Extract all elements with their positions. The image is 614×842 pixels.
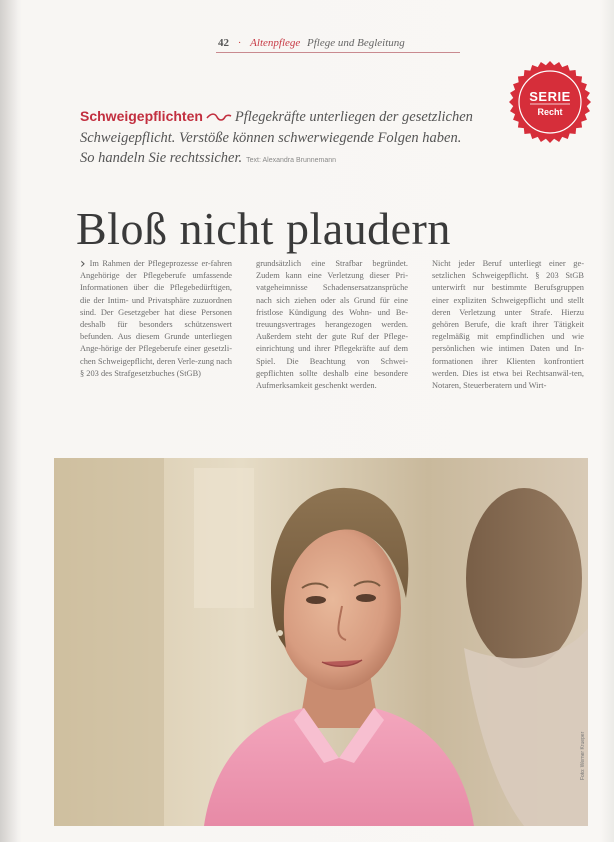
section-topic: Pflege und Begleitung: [307, 37, 405, 49]
body-column-1: [80, 258, 232, 380]
article-headline: Bloß nicht plaudern: [76, 203, 451, 254]
portrait-illustration: [54, 458, 588, 826]
teaser-line-2: Schweigepflicht. Verstöße können schwerwiegende Folgen haben.: [80, 129, 462, 146]
column-1-text: Im Rahmen der Pflegeprozesse er-fahren Angehörige der Pflegeberufe umfassende Informationen über die Pflegebedürftigen, die der Intim- und Privatsphäre zuzuordnen sind. Der Gesetzgeber hat diese Personen deshalb für besonders schützenswert befunden. Aus diesem Grunde unterliegen Ange-hörige der Pflegeberufe einer gesetzli-chen Schweigepflicht, deren Verle-zung nach § 203 des Strafgesetzbuches (StGB): [80, 259, 232, 378]
section-name: Altenpflege: [250, 37, 301, 49]
article-photo: [54, 458, 588, 826]
header-rule: [216, 52, 460, 53]
swirl-ornament-icon: [206, 108, 232, 128]
teaser-kicker: Schweigepflichten: [80, 108, 203, 124]
author-credit: Text: Alexandra Brunnemann: [246, 156, 337, 164]
series-badge: [508, 60, 592, 144]
gutter-shadow: [0, 0, 22, 842]
photo-credit: Foto: Werner Krueper: [580, 731, 586, 780]
arrow-right-icon: ›: [80, 256, 86, 272]
running-head-separator: ·: [237, 37, 242, 49]
body-column-3: [432, 258, 584, 392]
body-column-2: [256, 258, 408, 392]
running-head: [218, 37, 405, 49]
column-2-text: grundsätzlich eine Strafbar begründet. Zudem kann eine Verletzung dieser Pri-vatgeheimnisse Schadensersatzansprüche nach sich ziehen oder als Grund für eine fristlose Kündigung des Wohn- und Be-treuungsvertrages herangezogen werden. Außerdem steht der gute Ruf der Pflege-einrichtung und ihrer Pflegekräfte auf dem Spiel. Die Beachtung von Schwei-gepflichten sollte deshalb eine besondere Aufmerksamkeit geschenkt werden.: [256, 259, 408, 391]
page-number: 42: [218, 37, 229, 49]
column-3-text: Nicht jeder Beruf unterliegt einer ge-setzlichen Schweigepflicht. § 203 StGB unterwirft nur bestimmte Berufsgruppen einer expliziten Schweigepflicht und stellt deren Verletzung unter Strafe. Hierzu gehören Berufe, die kraft ihrer Tätigkeit regelmäßig mit empfindlichen und wie persönlichen wie intimen Daten und In-formationen ihrer Klienten konfrontiert werden. Dies ist etwa bei Rechtsanwäl-ten, Notaren, Steuerberatern und Wirt-: [432, 259, 584, 391]
teaser-line-1: Pflegekräfte unterliegen der gesetzlichen: [234, 109, 473, 125]
badge-title: SERIE: [529, 89, 571, 104]
teaser: [80, 106, 500, 171]
teaser-line-3: So handeln Sie rechtssicher.: [80, 149, 243, 166]
badge-subtitle: Recht: [537, 107, 563, 117]
